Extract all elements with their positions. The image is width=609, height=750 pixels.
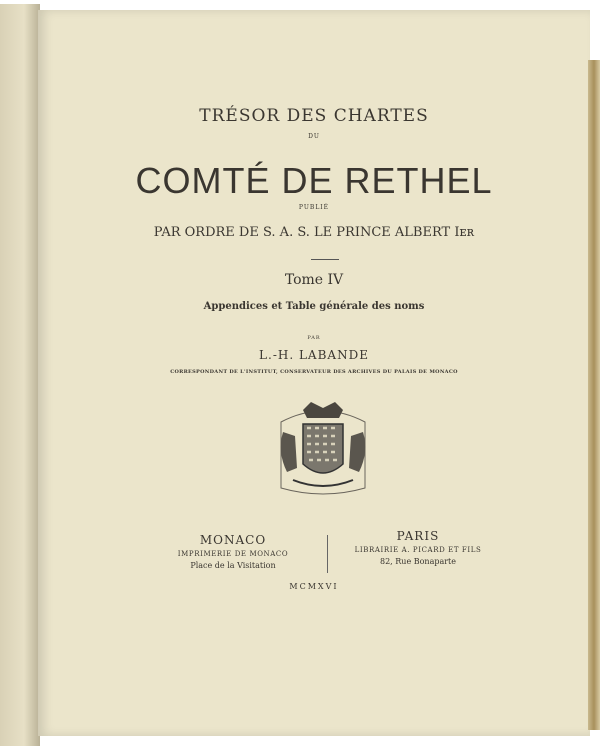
- page-fore-edge: [588, 60, 600, 730]
- monaco-coat-of-arms-icon: [273, 402, 373, 500]
- title-page: [38, 10, 590, 736]
- left-city: MONACO: [199, 533, 267, 547]
- left-printer: IMPRIMERIE DE MONACO: [177, 550, 289, 558]
- author-title: CORRESPONDANT DE L'INSTITUT, CONSERVATEUR DES ARCHIVES DU PALAIS DE MONACO: [170, 369, 458, 375]
- right-imprint: [328, 529, 508, 566]
- divider-rule: [311, 259, 339, 260]
- order-line: PAR ORDRE DE S. A. S. LE PRINCE ALBERT Iᴇʀ: [153, 225, 475, 240]
- right-address: 82, Rue Bonaparte: [380, 557, 456, 566]
- publie-label: PUBLIÉ: [298, 204, 330, 211]
- right-city: PARIS: [396, 529, 440, 543]
- title-line-2: COMTÉ DE RETHEL: [135, 160, 493, 201]
- publication-year: MCMXVI: [289, 582, 339, 591]
- author-name: L.-H. LABANDE: [259, 348, 369, 362]
- title-du: DU: [308, 133, 320, 140]
- par-label: PAR: [307, 335, 321, 341]
- right-printer: LIBRAIRIE A. PICARD ET FILS: [354, 546, 482, 554]
- left-page-edge: [0, 4, 40, 746]
- title-line-1: TRÉSOR DES CHARTES: [199, 106, 429, 126]
- left-address: Place de la Visitation: [190, 561, 276, 570]
- left-imprint: [138, 533, 328, 570]
- volume-label: Tome IV: [284, 272, 344, 288]
- subtitle: Appendices et Table générale des noms: [203, 301, 425, 312]
